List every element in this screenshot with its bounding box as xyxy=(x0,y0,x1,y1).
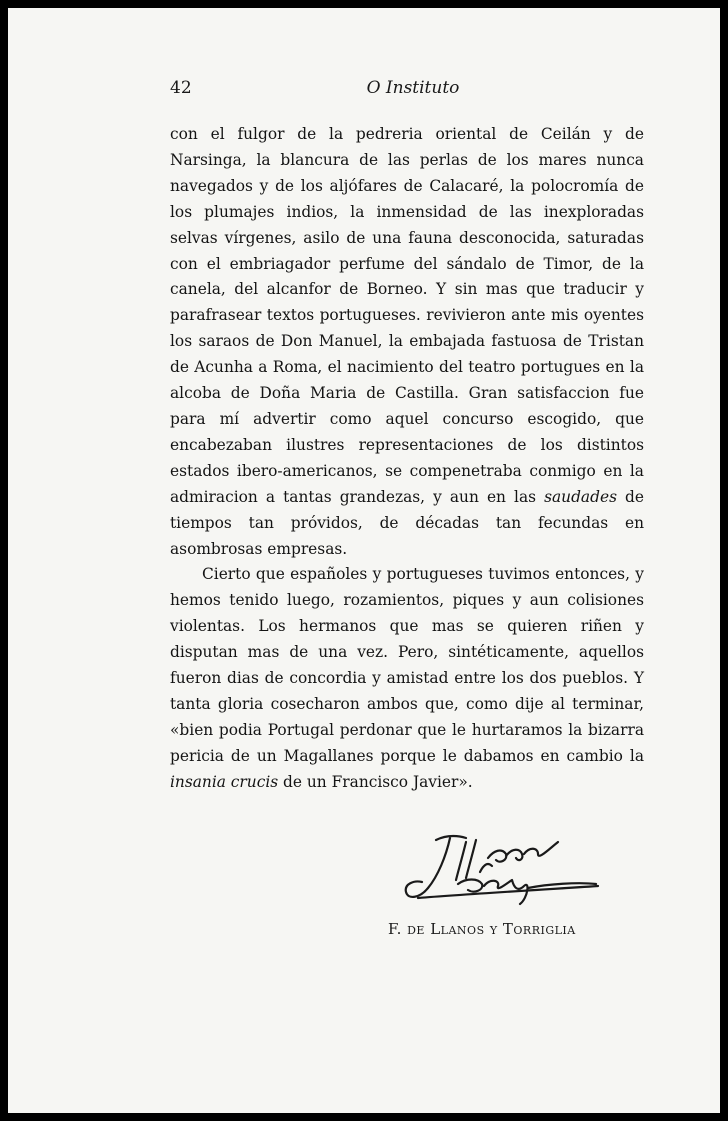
document-page xyxy=(8,8,720,1113)
author-signature-name: F. de Llanos y Torriglia xyxy=(388,920,576,938)
paragraph-1-italic: saudades xyxy=(544,487,617,506)
paragraph-1-text-end: de tiempos tan próvidos, de décadas tan fecundas en asombrosas empresas. xyxy=(170,487,644,558)
paragraph-2-text-end: de un Francisco Javier». xyxy=(278,772,473,791)
paragraph-2-text: Cierto que españoles y portugueses tuvimos entonces, y hemos tenido luego, rozamientos, piques y aun colisiones violentas. Los hermanos que mas se quieren riñen y disputan mas de una vez. Pero, sintéticamente, aquellos fueron dias de concordia y amistad entre los dos pueblos. Y tanta gloria cosecharon ambos que, como dije al terminar, «bien podia Portugal perdonar que le hurtaramos la bizarra pericia de un Magallanes porque le dabamos en cambio la xyxy=(170,565,644,765)
paragraph-2 xyxy=(170,562,644,795)
body-text xyxy=(170,122,644,796)
handwritten-signature xyxy=(388,828,608,908)
page-number: 42 xyxy=(170,78,192,98)
paragraph-1-text: con el fulgor de la pedreria oriental de Ceilán y de Narsinga, la blancura de las perlas de los mares nunca navegados y de los aljófares de Calacaré, la polocromía de los plumajes indios, la inmensidad de las inexploradas selvas vírgenes, asilo de una fauna desconocida, saturadas con el embriagador perfume del sándalo de Timor, de la canela, del alcanfor de Borneo. Y sin mas que traducir y parafrasear textos portugueses. revivieron ante mis oyentes los saraos de Don Manuel, la embajada fastuosa de Tristan de Acunha a Roma, el nacimiento del teatro portugues en la alcoba de Doña Maria de Castilla. Gran satisfaccion fue para mí advertir como aquel concurso escogido, que encabezaban ilustres representaciones de los distintos estados ibero-americanos, se compenetraba conmigo en la admiracion a tantas grandezas, y aun en las xyxy=(170,125,644,506)
page-header xyxy=(8,78,720,104)
paragraph-1 xyxy=(170,122,644,562)
running-title: O Instituto xyxy=(366,78,460,98)
paragraph-2-italic: insania crucis xyxy=(170,772,279,791)
